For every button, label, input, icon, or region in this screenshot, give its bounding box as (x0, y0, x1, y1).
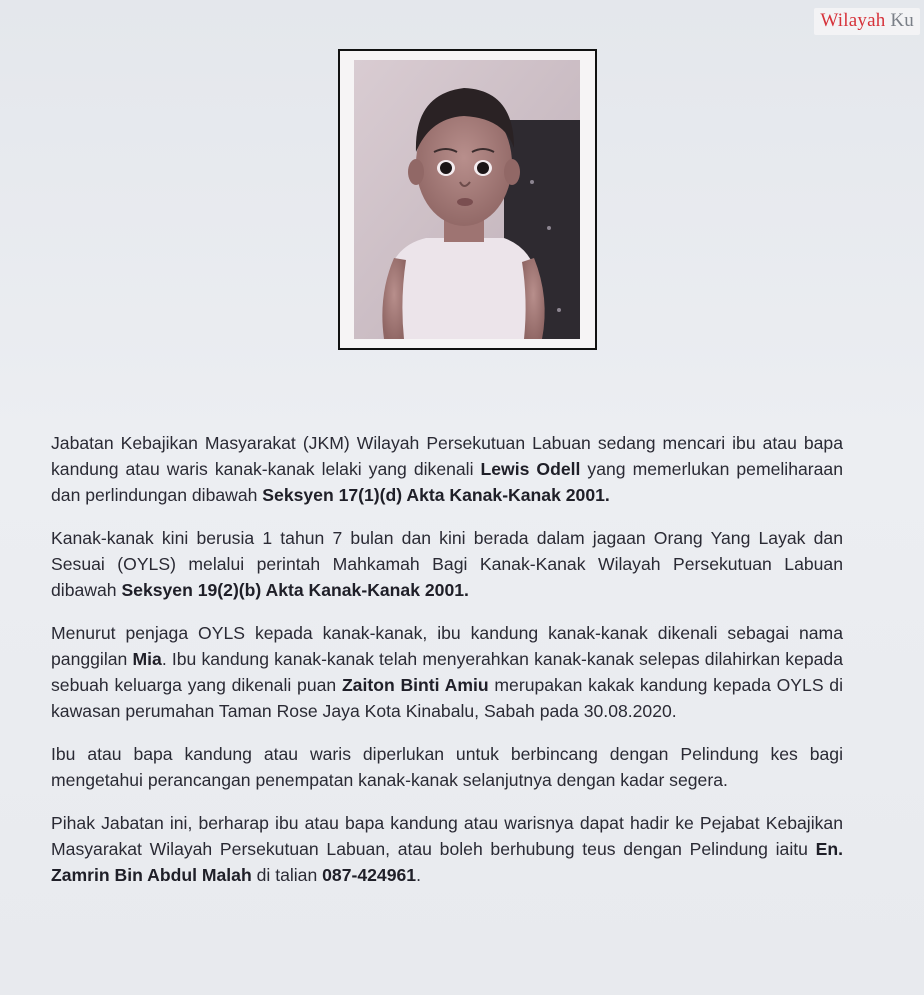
act-section-19: Seksyen 19(2)(b) Akta Kanak-Kanak 2001. (121, 580, 469, 600)
officer-name: En. Zamrin Bin Abdul Malah (51, 839, 843, 885)
p1-text-1: Jabatan Kebajikan Masyarakat (JKM) Wilayah Persekutuan Labuan sedang mencari ibu atau bapa kandung atau waris kanak-kanak lelaki yang dikenali (51, 433, 843, 479)
child-portrait-illustration (354, 60, 580, 339)
phone-number: 087-424961 (322, 865, 417, 885)
child-name: Lewis Odell (480, 459, 581, 479)
paragraph-2 (51, 525, 843, 603)
p5-text-3: . (416, 865, 421, 885)
p2-text-1: Kanak-kanak kini berusia 1 tahun 7 bulan dan kini berada dalam jagaan Orang Yang Layak dan Sesuai (OYLS) melalui perintah Mahkamah Bagi Kanak-Kanak Wilayah Persekutuan Labuan dibawah (51, 528, 843, 600)
watermark-part1: Wilayah (820, 10, 886, 31)
notice-body (51, 430, 843, 905)
paragraph-5 (51, 810, 843, 888)
act-section-17: Seksyen 17(1)(d) Akta Kanak-Kanak 2001. (262, 485, 610, 505)
paragraph-3 (51, 620, 843, 724)
p4-text-1: Ibu atau bapa kandung atau waris diperlukan untuk berbincang dengan Pelindung kes bagi mengetahui perancangan penempatan kanak-kanak selanjutnya dengan kadar segera. (51, 744, 843, 790)
p1-text-2: yang memerlukan pemeliharaan dan perlindungan dibawah (51, 459, 843, 505)
p3-text-3: merupakan kakak kandung kepada OYLS di kawasan perumahan Taman Rose Jaya Kota Kinabalu, Sabah pada 30.08.2020. (51, 675, 844, 721)
paragraph-4 (51, 741, 843, 793)
watermark-logo (814, 8, 920, 35)
p5-text-1: Pihak Jabatan ini, berharap ibu atau bapa kandung atau warisnya dapat hadir ke Pejabat Kebajikan Masyarakat Wilayah Persekutuan Labuan, atau boleh berhubung teus dengan Pelindung iaitu (51, 813, 843, 859)
mother-nickname: Mia (132, 649, 162, 669)
child-photo (354, 60, 580, 339)
p3-text-1: Menurut penjaga OYLS kepada kanak-kanak, ibu kandung kanak-kanak dikenali sebagai nama panggilan (51, 623, 843, 669)
paragraph-1 (51, 430, 843, 508)
p5-text-2: di talian (251, 865, 323, 885)
photo-frame (338, 49, 597, 350)
family-name: Zaiton Binti Amiu (341, 675, 489, 695)
p3-text-2: . Ibu kandung kanak-kanak telah menyerahkan kanak-kanak selepas dilahirkan kepada sebuah keluarga yang dikenali puan (51, 649, 843, 695)
watermark-part2: Ku (890, 10, 914, 31)
